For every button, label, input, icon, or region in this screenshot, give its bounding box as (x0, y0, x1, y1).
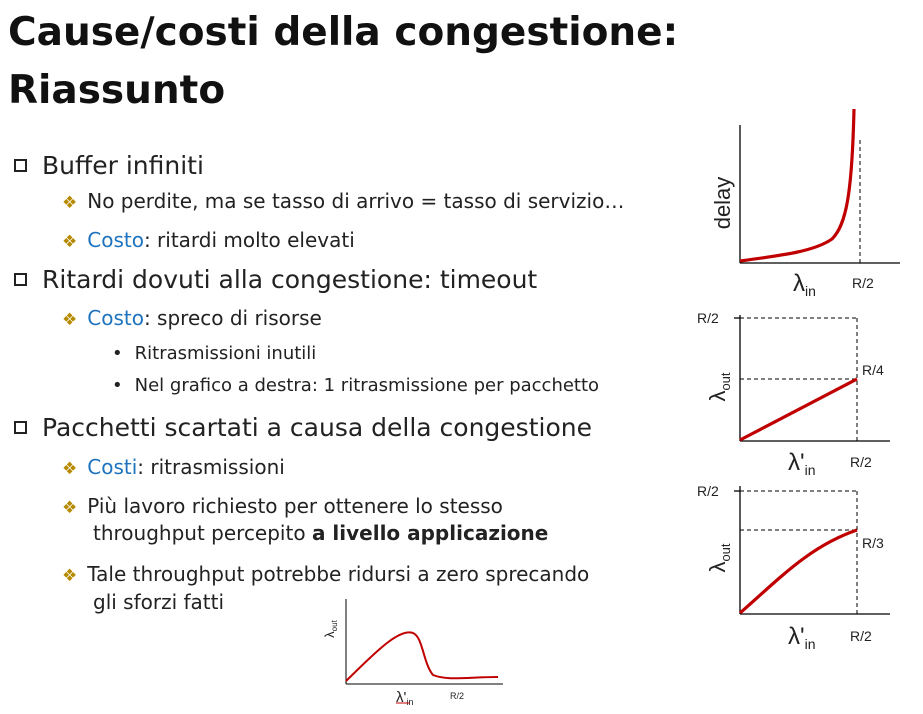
diamond-bullet-icon: ❖ (62, 498, 78, 518)
diamond-bullet-icon: ❖ (62, 310, 78, 330)
square-bullet-icon (14, 159, 27, 172)
page-title (8, 4, 708, 120)
x-axis-label: $\lambda'_{in}$ (788, 449, 816, 478)
dot-bullet-icon: • (112, 343, 123, 364)
y-tick-r2: R/2 (697, 310, 719, 326)
sub-bullet-costo-spreco: ❖ Costo: spreco di risorse (62, 306, 322, 330)
sub-sub-bullet-ritrasmissioni: • Ritrasmissioni inutili (112, 343, 317, 364)
x-tick-r2: R/2 (852, 275, 874, 291)
title-line-2: Riassunto (8, 68, 226, 113)
throughput-curve (740, 530, 857, 613)
sub-bullet-costo-ritardi: ❖ Costo: ritardi molto elevati (62, 228, 355, 252)
y-axis-label: $\lambda_{out}$ (705, 372, 733, 402)
dot-bullet-icon: • (112, 375, 123, 396)
square-bullet-icon (14, 421, 27, 434)
diamond-bullet-icon: ❖ (62, 232, 78, 252)
y-axis-label: $\lambda_{out}$ (322, 620, 339, 638)
sub-bullet-no-perdite: ❖ No perdite, ma se tasso di arrivo = tasso di servizio… (62, 189, 625, 213)
x-axis-label: $\lambda_{in}$ (793, 270, 816, 299)
diamond-bullet-icon: ❖ (62, 566, 78, 586)
delay-curve (740, 109, 854, 261)
sub-bullet-zero-throughput: ❖ Tale throughput potrebbe ridursi a zero sprecando (62, 562, 590, 586)
throughput-line (740, 379, 857, 440)
x-axis-label: $\lambda'_{in}$ (396, 689, 414, 707)
x-tick-r2: R/2 (450, 691, 465, 701)
sub-bullet-zero-throughput-line2: gli sforzi fatti (93, 590, 225, 614)
sub-bullet-piu-lavoro: ❖ Più lavoro richiesto per ottenere lo stesso (62, 494, 503, 518)
collapse-chart (318, 593, 508, 711)
y-tick-r2: R/2 (697, 483, 719, 499)
sub-bullet-piu-lavoro-line2: throughput percepito a livello applicazione (93, 521, 549, 545)
throughput-r3-chart (690, 478, 915, 658)
bullet-pacchetti-scartati: Pacchetti scartati a causa della congestione (14, 413, 592, 442)
bullet-ritardi-timeout: Ritardi dovuti alla congestione: timeout (14, 265, 537, 294)
collapse-curve (346, 632, 498, 681)
bullet-buffer-infiniti: Buffer infiniti (14, 151, 204, 180)
diamond-bullet-icon: ❖ (62, 193, 78, 213)
x-tick-r2: R/2 (850, 454, 872, 470)
sub-bullet-costi-ritrasmissioni: ❖ Costi: ritrasmissioni (62, 455, 285, 479)
delay-chart (690, 105, 915, 300)
title-line-1: Cause/costi della congestione: (8, 10, 679, 55)
square-bullet-icon (14, 273, 27, 286)
end-label-r3: R/3 (862, 535, 884, 551)
diamond-bullet-icon: ❖ (62, 459, 78, 479)
x-tick-r2: R/2 (850, 628, 872, 644)
end-label-r4: R/4 (862, 362, 884, 378)
throughput-r4-chart (690, 305, 915, 480)
y-axis-label: delay (710, 176, 735, 230)
y-axis-label: $\lambda_{out}$ (705, 543, 733, 573)
sub-sub-bullet-grafico: • Nel grafico a destra: 1 ritrasmissione per pacchetto (112, 375, 600, 396)
x-axis-label: $\lambda'_{in}$ (788, 623, 816, 652)
